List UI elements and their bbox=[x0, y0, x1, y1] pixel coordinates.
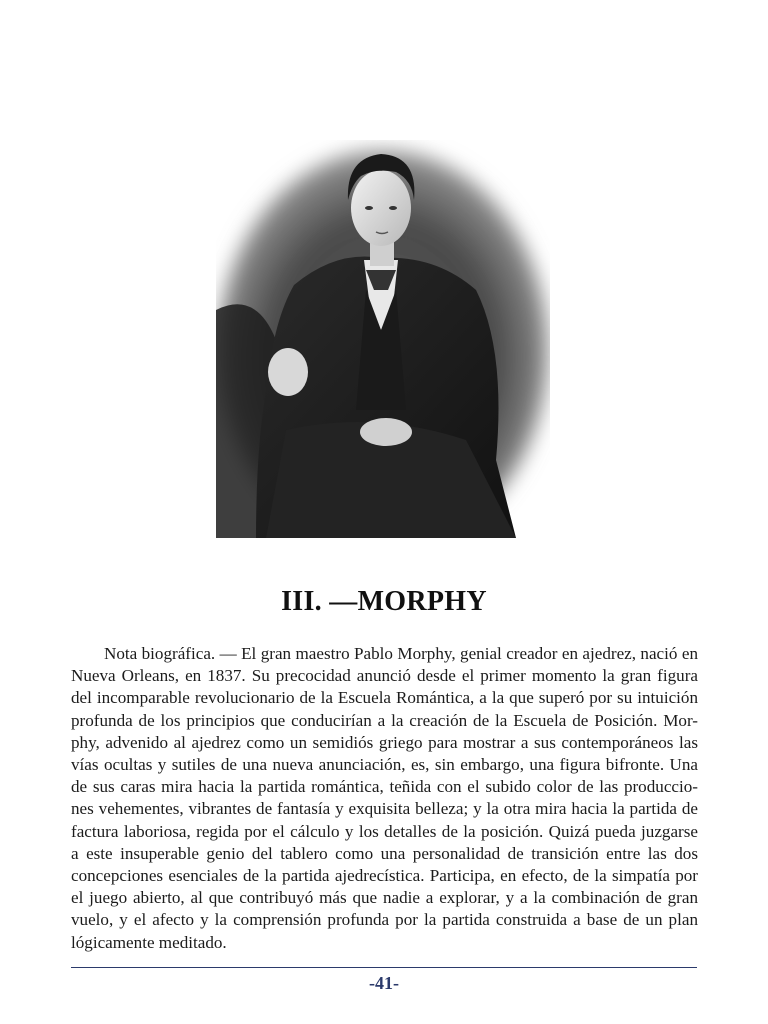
paragraph-line: Nueva Orleans, en 1837. Su precocidad anunció desde el primer momento la gran figura bbox=[71, 666, 698, 686]
paragraph-line: concepciones esenciales de la partida ajedrecística. Participa, en efecto, de la simpatía por bbox=[71, 866, 698, 886]
paragraph-line: del incomparable revolucionario de la Escuela Romántica, a la que superó por su intuición bbox=[71, 688, 698, 708]
paragraph-line: vías ocultas y sutiles de una nueva anunciación, es, sin embargo, una figura bifronte. Una bbox=[71, 755, 698, 775]
chapter-title: III. —MORPHY bbox=[281, 586, 487, 617]
paragraph-line: phy, advenido al ajedrez como un semidiós griego para mostrar a sus contemporáneos las bbox=[71, 732, 698, 752]
paragraph-line: el juego abierto, al que contribuyó más que nadie a explorar, y a la combinación de gran bbox=[71, 888, 698, 908]
paragraph-line: de sus caras mira hacia la partida romántica, teñida con el subido color de las produccio- bbox=[71, 777, 698, 797]
portrait-image bbox=[216, 140, 550, 538]
paragraph-line: vuelo, y el afecto y la comprensión profunda por la partida construida a base de un plan bbox=[71, 910, 698, 930]
paragraph-line: Nota biográfica. — El gran maestro Pablo Morphy, genial creador en ajedrez, nació en bbox=[104, 644, 698, 663]
page-number: -41- bbox=[369, 973, 399, 993]
paragraph-line: a este insuperable genio del tablero como una personalidad de transición entre las dos bbox=[71, 843, 698, 863]
footer-divider bbox=[71, 967, 697, 968]
paragraph-line: nes vehementes, vibrantes de fantasía y exquisita belleza; y la otra mira hacia la partida de bbox=[71, 799, 698, 819]
paragraph-line: profunda de los principios que conducirían a la creación de la Escuela de Posición. Mor- bbox=[71, 710, 698, 730]
biography-paragraph bbox=[71, 643, 698, 954]
paragraph-line: lógicamente meditado. bbox=[71, 932, 227, 952]
paragraph-line: factura laboriosa, regida por el cálculo y los detalles de la posición. Quizá pueda juzgarse bbox=[71, 821, 698, 841]
